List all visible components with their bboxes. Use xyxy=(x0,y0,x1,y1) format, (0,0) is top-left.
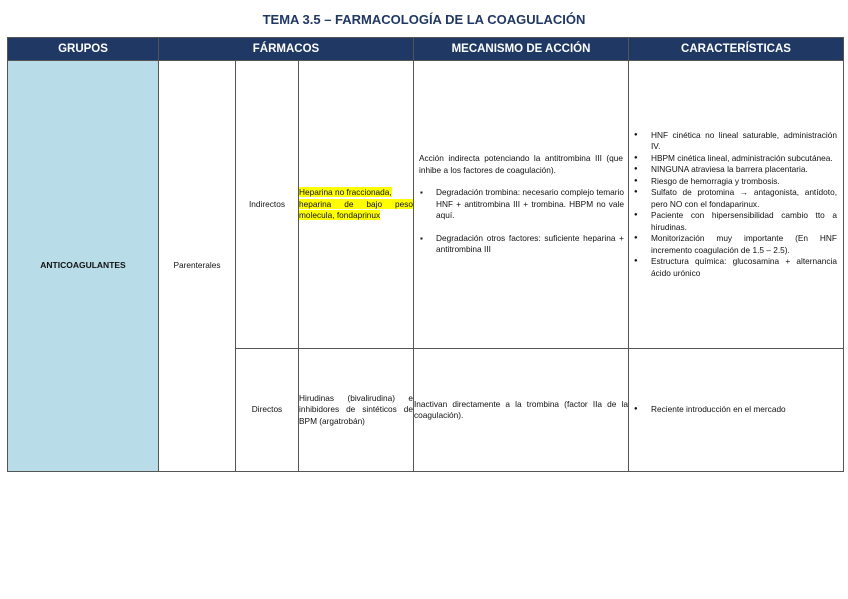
mechanism-cell-indirectos xyxy=(414,61,629,349)
feature-item: ● Monitorización muy importante (En HNF incremento coagulación de 1.5 – 2.5). xyxy=(651,233,837,256)
pharmacology-table xyxy=(7,37,844,472)
features-cell-directos xyxy=(629,349,844,472)
drugs-line: Heparina no fraccionada, xyxy=(299,187,392,198)
feature-item: ● HBPM cinética lineal, administración subcutánea. xyxy=(651,153,837,165)
feature-item: ● Sulfato de protomina → antagonista, antídoto, pero NO con el fondaparinux. xyxy=(651,187,837,210)
mechanism-cell-directos: Inactivan directamente a la trombina (factor IIa de la coagulación). xyxy=(414,349,629,472)
type-cell-directos: Directos xyxy=(236,349,299,472)
header-farmacos: FÁRMACOS xyxy=(159,38,414,61)
feature-item: ● Paciente con hipersensibilidad cambio tto a hirudinas. xyxy=(651,210,837,233)
table-row-indirectos xyxy=(8,61,844,349)
feature-item: ● Estructura química: glucosamina + alternancia ácido urónico xyxy=(651,256,837,279)
page-title: TEMA 3.5 – FARMACOLOGÍA DE LA COAGULACIÓN xyxy=(262,12,586,27)
group-cell: ANTICOAGULANTES xyxy=(8,61,159,472)
drugs-cell-directos: Hirudinas (bivalirudina) e inhibidores de sintéticos de BPM (argatrobán) xyxy=(299,349,414,472)
type-cell-indirectos: Indirectos xyxy=(236,61,299,349)
mechanism-bullet: ▪ Degradación otros factores: suficiente heparina + antitrombina III xyxy=(436,233,624,256)
feature-item: ● Reciente introducción en el mercado xyxy=(651,404,837,416)
feature-item: ● NINGUNA atraviesa la barrera placentaria. xyxy=(651,164,837,176)
header-mecanismo: MECANISMO DE ACCIÓN xyxy=(414,38,629,61)
features-cell-indirectos xyxy=(629,61,844,349)
route-cell: Parenterales xyxy=(159,61,236,472)
header-grupos: GRUPOS xyxy=(8,38,159,61)
drugs-line: heparina de bajo peso molecula, fondaprinux xyxy=(299,198,413,221)
features-list xyxy=(629,404,843,416)
features-list xyxy=(629,130,843,280)
feature-item: ● Riesgo de hemorragia y trombosis. xyxy=(651,176,837,188)
header-row xyxy=(8,38,844,61)
mechanism-list xyxy=(414,187,628,256)
mechanism-intro: Acción indirecta potenciando la antitrombina III (que inhibe a los factores de coagulación). xyxy=(419,153,623,175)
drugs-cell-indirectos xyxy=(299,61,414,349)
feature-item: ● HNF cinética no lineal saturable, administración IV. xyxy=(651,130,837,153)
mechanism-bullet: ▪ Degradación trombina: necesario complejo temario HNF + antitrombina III + trombina. HBPM no vale aquí. xyxy=(436,187,624,222)
header-caracteristicas: CARACTERÍSTICAS xyxy=(629,38,844,61)
